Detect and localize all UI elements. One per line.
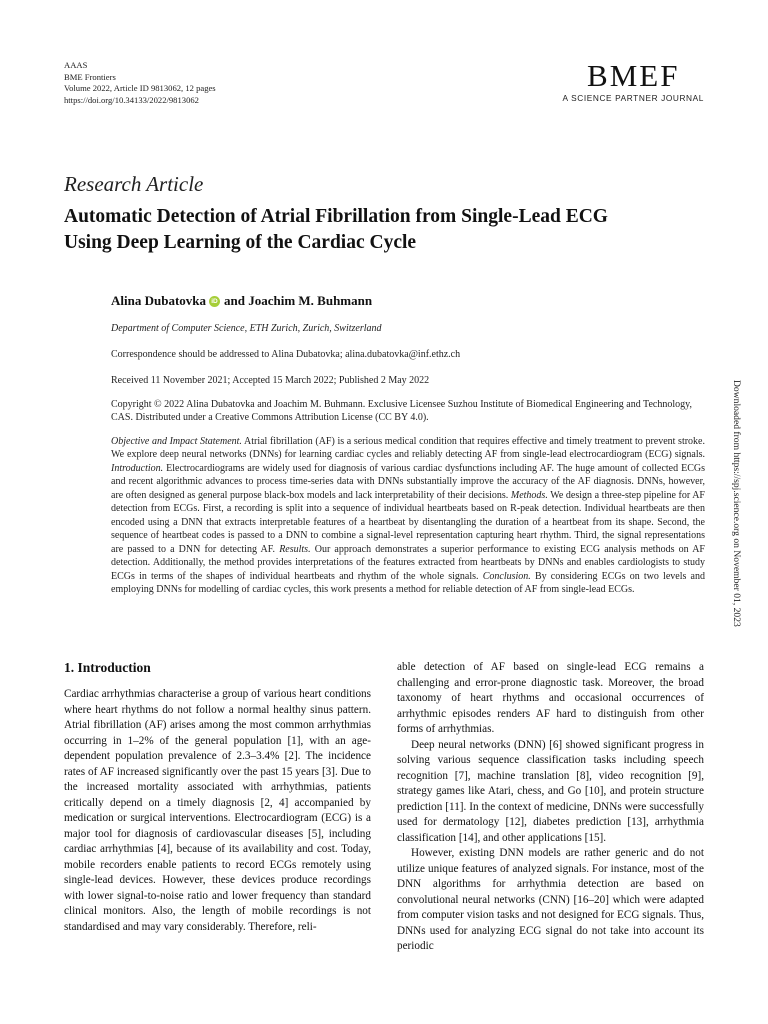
body-paragraph: Cardiac arrhythmias characterise a group of various heart conditions where heart rhythms do not follow a normal healthy sinus pattern. Atrial fibrillation (AF) arises among the most common arrhythmias occurring in 1–2% of the general population [1], with an age-dependent population prevalence of 2.3–3.4% [2]. The incidence rates of AF increased significantly over the past 15 years [3]. Due to the increased mortality associated with arrhythmias, patients critically depend on a timely diagnosis [2, 4] accompanied by medication or surgical interventions. Electrocardiogram (ECG) is a major tool for diagnosis of cardiovascular diseases [5], including cardiac arrhythmias [4], because of its availability and cost. Today, mobile recorders enable patients to record ECGs remotely using single-lead devices. However, these devices produce recordings with lower signal-to-noise ratio and lower frequency than standard clinical monitors. Also, the length of mobile recordings is not standardised and may vary considerably. Therefore, reli- (64, 688, 371, 933)
abstract-text-methods: We design a three-step pipeline for AF detection from ECGs. First, a recording is split into a sequence of individual heartbeats based on R-peak detection. Individual heartbeats are then encoded using a DNN that extracts interpretable features of a heartbeat by disentangling the duration of a heartbeat from its shape. Second, the sequence of heartbeat codes is passed to a DNN to combine a signal-level representation capturing heart rhythm. Third, the signal representations are passed to a DNN for detecting AF. (111, 489, 705, 555)
title-line-2: Using Deep Learning of the Cardiac Cycle (64, 232, 417, 253)
abstract-text-objective: Atrial fibrillation (AF) is a serious medical condition that requires effective and timely treatment to prevent stroke. We explore deep neural networks (DNNs) for learning cardiac cycles and reliably detecting AF from single-lead electrocardiogram (ECG) signals. (111, 436, 705, 461)
paper-title (64, 204, 724, 256)
body-paragraph: However, existing DNN models are rather generic and do not utilize unique features of analyzed signals. For instance, most of the DNN algorithms for arrhythmia detection are based on convolutional neural networks (CNN) [16–20] which were adapted from computer vision tasks and not designed for ECG signals. Thus, DNNs used for analyzing ECG signal do not take into account its periodic (397, 847, 704, 952)
abstract-text-results: Our approach demonstrates a superior performance to existing ECG analysis methods on AF detection. Additionally, the method provides interpretations of the features extracted from heartbeats by DNNs and enables cardiologists to study ECGs in terms of the shapes of individual heartbeats and rhythm of the whole signals. (111, 543, 705, 582)
copyright-notice: Copyright © 2022 Alina Dubatovka and Joachim M. Buhmann. Exclusive Licensee Suzhou Institute of Biomedical Engineering and Technology, CAS. Distributed under a Creative Commons Attribution License (CC BY 4.0). (111, 399, 692, 424)
abstract-text-introduction: Electrocardiograms are widely used for diagnosis of various cardiac dysfunctions including AF. The huge amount of collected ECGs and recent algorithmic advances to process time-series data with DNNs substantially improve the accuracy of the AF diagnosis. DNNs, however, are often designed as general purpose black-box models and lack interpretability of their decisions. (111, 462, 705, 501)
abstract-text-conclusion: By considering ECGs on two levels and employing DNNs for modelling of cardiac cycles, this work presents a method for reliable detection of AF from single-lead ECGs. (111, 570, 705, 595)
abstract-label-results: Results. (279, 543, 311, 555)
doi-link[interactable]: https://doi.org/10.34133/2022/9813062 (64, 94, 199, 105)
publication-dates: Received 11 November 2021; Accepted 15 March 2022; Published 2 May 2022 (111, 375, 430, 386)
logo-wordmark: BMEF (587, 58, 680, 93)
abstract (111, 435, 705, 596)
download-notice: Downloaded from https://spj.science.org on November 01, 2023 (731, 380, 742, 627)
author-name: Alina Dubatovka (111, 293, 206, 308)
correspondence: Correspondence should be addressed to Alina Dubatovka; alina.dubatovka@inf.ethz.ch (111, 349, 461, 360)
abstract-label-methods: Methods. (510, 489, 548, 501)
abstract-label-introduction: Introduction. (111, 462, 164, 474)
affiliation: Department of Computer Science, ETH Zurich, Zurich, Switzerland (111, 323, 382, 334)
volume-info: Volume 2022, Article ID 9813062, 12 pages (64, 83, 216, 94)
body-paragraph: able detection of AF based on single-lead ECG remains a challenging and error-prone diagnostic task. Moreover, the broad taxonomy of heart rhythms and occasional occurrences of arrhythmic episodes renders AF hard to distinguish from other forms of arrhythmias. (397, 661, 704, 735)
body-column-left (64, 660, 371, 935)
title-line-1: Automatic Detection of Atrial Fibrillation from Single-Lead ECG (64, 206, 608, 227)
publisher: AAAS (64, 60, 88, 70)
author-list (111, 293, 372, 309)
journal-meta (64, 60, 216, 106)
article-type: Research Article (64, 172, 204, 196)
section-heading: 1. Introduction (64, 660, 151, 675)
abstract-label-conclusion: Conclusion. (482, 570, 531, 582)
logo-tagline: A SCIENCE PARTNER JOURNAL (562, 93, 704, 103)
orcid-icon[interactable]: iD (209, 296, 220, 307)
journal-name: BME Frontiers (64, 71, 116, 82)
abstract-label-objective: Objective and Impact Statement. (111, 436, 242, 447)
body-paragraph: Deep neural networks (DNN) [6] showed significant progress in solving various sequence classification tasks including speech recognition [7], machine translation [8], video recognition [9], strategy games like Atari, chess, and Go [10], and protein structure prediction [11]. In the context of medicine, DNNs were successfully used for dermatology [12], diabetes prediction [13], arrhythmia classification [14], and other applications [15]. (397, 738, 704, 844)
journal-logo (563, 60, 704, 103)
author-name-second: and Joachim M. Buhmann (224, 293, 373, 308)
body-column-right (397, 660, 704, 955)
